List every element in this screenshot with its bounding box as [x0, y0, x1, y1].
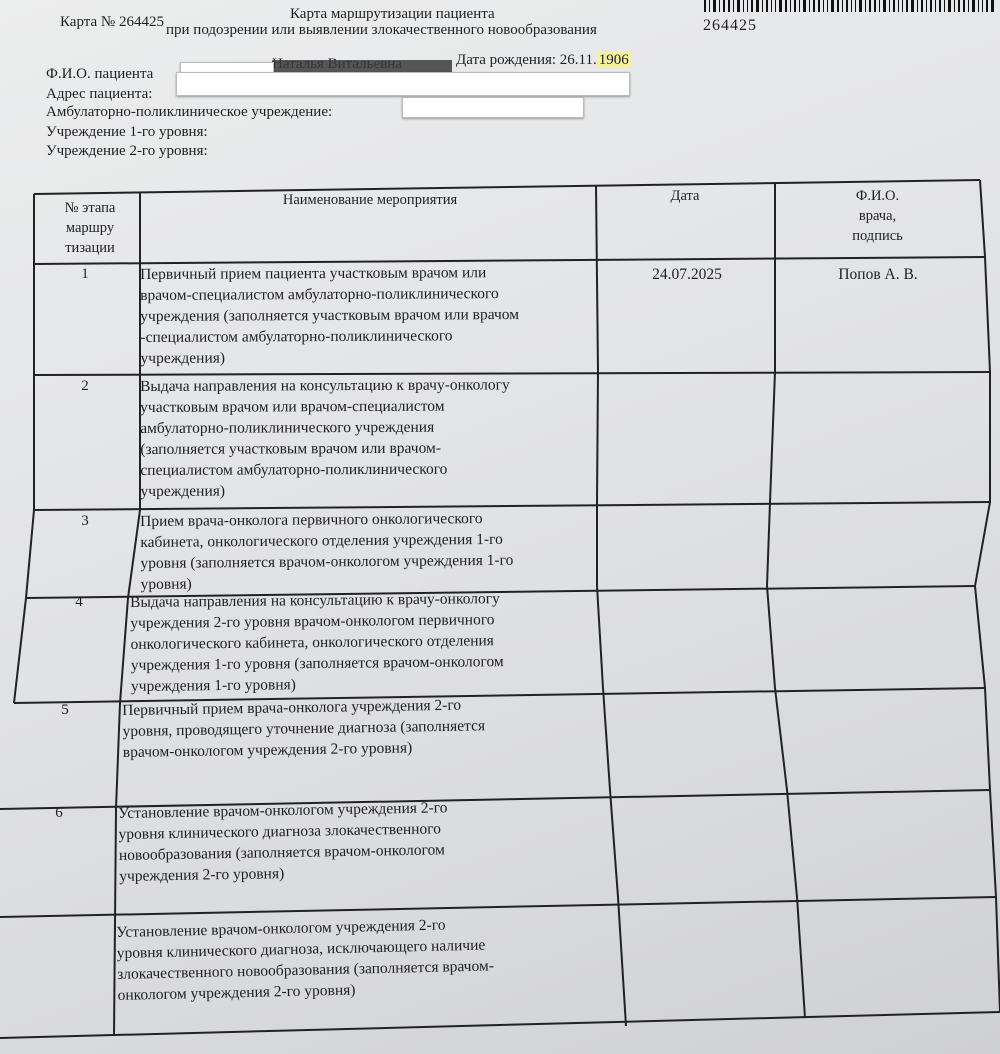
barcode-bar [926, 0, 927, 12]
row-date: 24.07.2025 [652, 266, 722, 283]
barcode-bar [972, 0, 975, 12]
barcode-bar [831, 0, 834, 12]
barcode-bar [935, 0, 936, 12]
birth-year-highlight: 1906 [598, 52, 629, 68]
row-activity-line: участковым врачом или врачом-специалистом [140, 397, 445, 416]
patient-name-label: Ф.И.О. пациента [46, 66, 154, 82]
row-activity-line: новообразования (заполняется врачом-онкологом [118, 841, 445, 864]
barcode-bar [719, 0, 720, 12]
barcode-bar [948, 0, 951, 12]
redaction-clinic [402, 97, 584, 118]
barcode-bar [837, 0, 839, 12]
row-activity-line: амбулаторно-поликлинического учреждения [140, 418, 435, 437]
row-activity-line: уровня (заполняется врачом-онкологом учреждения 1-го [140, 551, 514, 572]
row-activity-line: злокачественного новообразования (заполняется врачом- [116, 957, 495, 983]
row-activity-line: Прием врача-онколога первичного онкологического [140, 510, 483, 530]
header-step-line: маршру [65, 220, 115, 236]
row-activity-line: кабинета, онкологического отделения учреждения 1-го [140, 530, 503, 551]
row-activity-line: Выдача направления на консультацию к врачу-онкологу [140, 376, 510, 395]
header-name: Наименование мероприятия [282, 192, 458, 208]
barcode-bar [794, 0, 796, 12]
barcode-bar [883, 0, 886, 12]
barcode-bar [762, 0, 763, 12]
barcode-bar [799, 0, 800, 12]
header-doctor-line: Ф.И.О. [855, 188, 900, 204]
row-activity-line: уровня) [140, 575, 192, 593]
barcode-bar [930, 0, 932, 12]
header-step [44, 198, 136, 258]
row-activity-line: врачом-онкологом учреждения 2-го уровня) [122, 739, 413, 761]
barcode-bar [809, 0, 810, 12]
row-activity-line: (заполняется участковым врачом или врачом- [140, 439, 442, 458]
row-activity-line: онкологом учреждения 2-го уровня) [117, 981, 356, 1004]
barcode-bar [747, 0, 748, 12]
barcode-bar [737, 0, 740, 12]
row-activity-text [140, 507, 611, 595]
barcode [700, 0, 1000, 12]
barcode-bar [944, 0, 945, 12]
row-activity-line: врачом-специалистом амбулаторно-поликлинического [140, 285, 499, 304]
row-activity-line: Установление врачом-онкологом учреждения 2-го [118, 799, 448, 822]
birth-date [456, 52, 631, 69]
row-activity-text [116, 911, 588, 1006]
barcode-bar [869, 0, 871, 12]
barcode-bar [709, 0, 710, 12]
row-activity-line: -специалистом амбулаторно-поликлинического [140, 327, 453, 346]
barcode-bar [743, 0, 744, 12]
barcode-bar [704, 0, 706, 12]
barcode-bar [911, 0, 914, 12]
row-step-number: 5 [61, 702, 69, 718]
barcode-bar [982, 0, 983, 12]
barcode-bar [818, 0, 820, 12]
barcode-bar [954, 0, 955, 12]
barcode-bar [766, 0, 768, 12]
barcode-bar [855, 0, 856, 12]
card-number-label: Карта № 264425 [60, 14, 164, 30]
birth-date-label: Дата рождения: 26.11. [456, 52, 597, 68]
barcode-bar [874, 0, 876, 12]
row-activity-text [122, 693, 593, 763]
row-activity-line: онкологического кабинета, онкологического отделения [130, 632, 494, 653]
barcode-bar [733, 0, 734, 12]
row-step-number: 2 [81, 378, 89, 394]
barcode-bar [958, 0, 960, 12]
level1-label: Учреждение 1-го уровня: [46, 124, 208, 140]
barcode-bar [906, 0, 908, 12]
barcode-bar [813, 0, 815, 12]
header-date: Дата [670, 188, 700, 204]
barcode-bar [842, 0, 843, 12]
barcode-bar [902, 0, 903, 12]
barcode-bar [756, 0, 759, 12]
barcode-bar [728, 0, 730, 12]
barcode-bar [991, 0, 994, 12]
barcode-bar [968, 0, 969, 12]
row-activity-line: учреждения (заполняется участковым врачом или врачом [140, 306, 520, 325]
row-activity-line: учреждения 2-го уровня врачом-онкологом первичного [130, 611, 495, 632]
row-activity-line: Установление врачом-онкологом учреждения 2-го [116, 916, 446, 941]
barcode-bar [723, 0, 725, 12]
row-doctor: Попов А. В. [838, 266, 918, 283]
row-activity-text [118, 795, 589, 887]
barcode-bar [879, 0, 880, 12]
barcode-bar [893, 0, 895, 12]
barcode-bar [823, 0, 824, 12]
address-label: Адрес пациента: [46, 86, 153, 102]
barcode-bar [803, 0, 806, 12]
clinic-label: Амбулаторно-поликлиническое учреждение: [46, 104, 333, 120]
barcode-bar [921, 0, 923, 12]
row-activity-line: учреждения) [140, 482, 226, 500]
header-step-line: тизации [65, 240, 115, 256]
barcode-bar [713, 0, 716, 12]
document-subtitle: при подозрении или выявлении злокачественного новообразования [166, 22, 597, 38]
row-step-number: 1 [81, 266, 89, 282]
header-doctor [780, 186, 975, 246]
barcode-bar [851, 0, 852, 12]
barcode-bar [963, 0, 965, 12]
barcode-bar [939, 0, 941, 12]
barcode-bar [790, 0, 791, 12]
barcode-bar [779, 0, 782, 12]
document-title: Карта маршрутизации пациента [290, 6, 495, 22]
row-activity-line: учреждения) [140, 349, 226, 367]
row-activity-line: уровня клинического диагноза злокачественного [118, 820, 442, 843]
card-number-right: 264425 [703, 17, 757, 34]
row-step-number: 3 [81, 513, 89, 529]
row-activity-line: уровня клинического диагноза, исключающего наличие [116, 936, 486, 962]
row-activity-line: Первичный прием врача-онколога учреждения 2-го [122, 696, 462, 719]
header-doctor-line: врача, [858, 208, 897, 224]
barcode-bar [898, 0, 899, 12]
barcode-bar [827, 0, 828, 12]
row-activity-line: специалистом амбулаторно-поликлинического [140, 460, 448, 479]
row-activity-line: учреждения 2-го уровня) [119, 865, 285, 885]
barcode-bar [751, 0, 753, 12]
redaction-address [176, 72, 630, 96]
barcode-bar [889, 0, 890, 12]
row-activity-line: Первичный прием пациента участковым врачом или [140, 264, 487, 283]
barcode-bar [978, 0, 979, 12]
level2-label: Учреждение 2-го уровня: [46, 143, 208, 159]
header-step-line: № этапа [64, 200, 116, 216]
barcode-bar [986, 0, 988, 12]
barcode-bar [846, 0, 848, 12]
header-doctor-line: подпись [852, 228, 903, 244]
row-activity-line: учреждения 1-го уровня) [130, 676, 296, 695]
row-activity-line: уровня, проводящего уточнение диагноза (заполняется [122, 717, 486, 740]
barcode-bar [775, 0, 776, 12]
row-step-number: 4 [75, 594, 83, 610]
row-activity-text [140, 262, 611, 369]
row-activity-text [130, 587, 601, 697]
barcode-bar [865, 0, 866, 12]
row-activity-line: учреждения 1-го уровня (заполняется врачом-онкологом [130, 653, 504, 674]
row-activity-line: Выдача направления на консультацию к врачу-онкологу [130, 590, 500, 611]
row-step-number: 6 [55, 805, 63, 821]
barcode-bar [785, 0, 787, 12]
row-activity-text [140, 374, 611, 502]
barcode-bar [771, 0, 772, 12]
barcode-bar [859, 0, 862, 12]
barcode-bar [917, 0, 918, 12]
